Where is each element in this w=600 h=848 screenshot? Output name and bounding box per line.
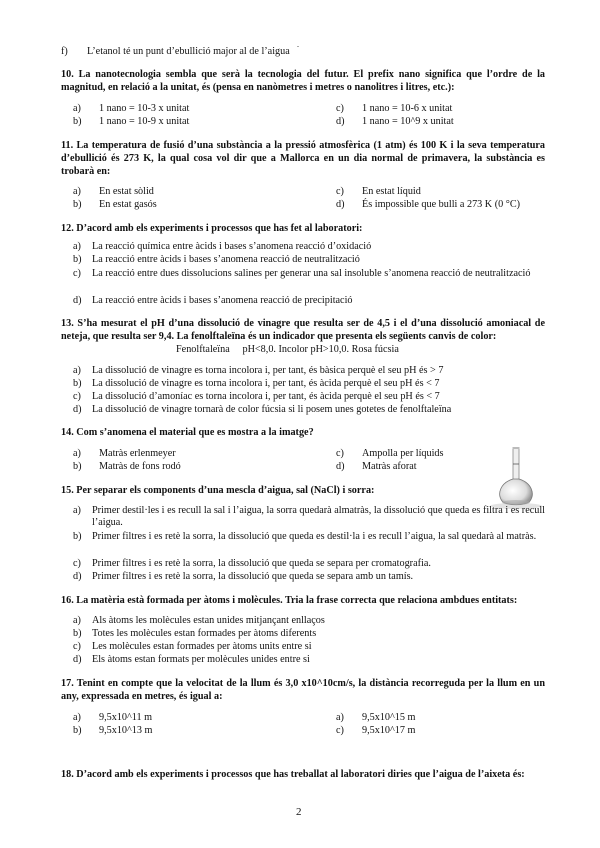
question-14-text: 14. Com s’anomena el material que es mostra a la imatge? [61,427,314,438]
q12-option-a[interactable]: a) La reacció química entre àcids i bases s’anomena reacció d’oxidació [73,241,372,252]
q16-option-b[interactable]: b) Totes les molècules estan formades per àtoms diferents [73,628,317,639]
question-12-text: 12. D’acord amb els experiments i processos que has fet al laboratori: [61,223,363,234]
q17-option-a[interactable]: a) 9,5x10^11 m [73,712,153,723]
q14-option-a[interactable]: a) Matràs erlenmeyer [73,448,176,459]
q10-option-a[interactable]: a) 1 nano = 10-3 x unitat [73,103,190,114]
q14-option-b[interactable]: b) Matràs de fons rodó [73,461,181,472]
question-10-text: 10. La nanotecnologia sembla que serà la tecnologia del futur. El prefix nano significa que l’ordre de la magnitud, en relació a la unitat, és (pensa en nanòmetres i metres o nanolitres i litres, etc.): [61,69,545,93]
q15-option-b[interactable]: b) Primer filtres i es retè la sorra, la dissolució que queda es destil·la i es recull l’aigua, la sal quedarà al matràs. [73,531,537,542]
q13-option-b[interactable]: b) La dissolució de vinagre es torna incolora i, per tant, és àcida perquè el seu pH és < 7 [73,378,440,389]
q13-option-d[interactable]: d) La dissolució de vinagre tornarà de color fúcsia si li posem unes gotetes de fenolftaleïna [73,404,452,415]
q17-option-b[interactable]: b) 9,5x10^13 m [73,725,153,736]
q15-option-a[interactable]: a) Primer destil·les i es recull la sal i l’aigua, la sorra quedarà almatràs, la dissolució que queda es filtra i es recull l’aigua. [73,505,545,528]
question-16-text: 16. La matèria està formada per àtoms i molècules. Tria la frase correcta que relaciona ambdues entitats: [61,595,518,606]
q12-option-c[interactable]: c) La reacció entre dues dissolucions salines per generar una sal insoluble s’anomena reacció de neutralització [73,268,531,279]
q12-option-d[interactable]: d) La reacció entre àcids i bases s’anomena reacció de precipitació [73,295,353,306]
volumetric-flask-image [488,446,544,510]
q17-option-a2[interactable]: a) 9,5x10^15 m [336,712,416,723]
page-number: 2 [296,806,302,818]
q14-option-d[interactable]: d) Matràs aforat [336,461,417,472]
list-item: f) L’etanol té un punt d’ebullició major al de l’aigua [61,46,290,57]
q15-option-c[interactable]: c) Primer filtres i es retè la sorra, la dissolució que queda se separa per cromatografia. [73,558,431,569]
q16-option-d[interactable]: d) Els àtoms estan formats per molècules unides entre si [73,654,310,665]
q16-option-a[interactable]: a) Als àtoms les molècules estan unides mitjançant enllaços [73,615,325,626]
q11-option-d[interactable]: d) És impossible que bulli a 273 K (0 °C) [336,199,521,210]
q10-option-c[interactable]: c) 1 nano = 10-6 x unitat [336,103,453,114]
question-17-text: 17. Tenint en compte que la velocitat de la llum és 3,0 x10^10cm/s, la distància recorreguda per la llum en un any, expressada en metres, és igual a: [61,678,545,702]
q12-option-b[interactable]: b) La reacció entre àcids i bases s’anomena reacció de neutralització [73,254,360,265]
q11-option-b[interactable]: b) En estat gasós [73,199,157,210]
q11-option-a[interactable]: a) En estat sòlid [73,186,154,197]
q16-option-c[interactable]: c) Les molècules estan formades per àtoms units entre si [73,641,312,652]
q13-option-c[interactable]: c) La dissolució d’amoníac es torna incolora i, per tant, és àcida perquè el seu pH és < 7 [73,391,440,402]
separator-mark: - [297,44,299,50]
q10-option-d[interactable]: d) 1 nano = 10^9 x unitat [336,116,454,127]
question-15-text: 15. Per separar els components d’una mescla d’aigua, sal (NaCl) i sorra: [61,485,375,496]
question-13-text: 13. S’ha mesurat el pH d’una dissolució de vinagre que resulta ser de 4,5 i el d’una dissolució amoniacal de neteja, que resulta ser 9,4. La fenolftaleïna és un indicador que presenta els següents canvis de color: [61,318,545,342]
q11-option-c[interactable]: c) En estat líquid [336,186,421,197]
q13-option-a[interactable]: a) La dissolució de vinagre es torna incolora i, per tant, és bàsica perquè el seu pH és > 7 [73,365,444,376]
question-18-text: 18. D’acord amb els experiments i processos que has treballat al laboratori diries que l’aigua de l’aixeta és: [61,769,525,780]
indicator-line: Fenolftaleïna pH<8,0. Incolor pH>10,0. Rosa fúcsia [176,344,399,355]
q14-option-c[interactable]: c) Ampolla per líquids [336,448,444,459]
q15-option-d[interactable]: d) Primer filtres i es retè la sorra, la dissolució que queda se separa amb un tamís. [73,571,414,582]
q10-option-b[interactable]: b) 1 nano = 10-9 x unitat [73,116,190,127]
question-11-text: 11. La temperatura de fusió d’una substància a la pressió atmosfèrica (1 atm) és 100 K i la seva temperatura d’ebullició és 273 K, la qual cosa vol dir que a Mallorca en un dia normal de primavera, la substància es trobarà en: [61,140,545,177]
q17-option-c[interactable]: c) 9,5x10^17 m [336,725,416,736]
